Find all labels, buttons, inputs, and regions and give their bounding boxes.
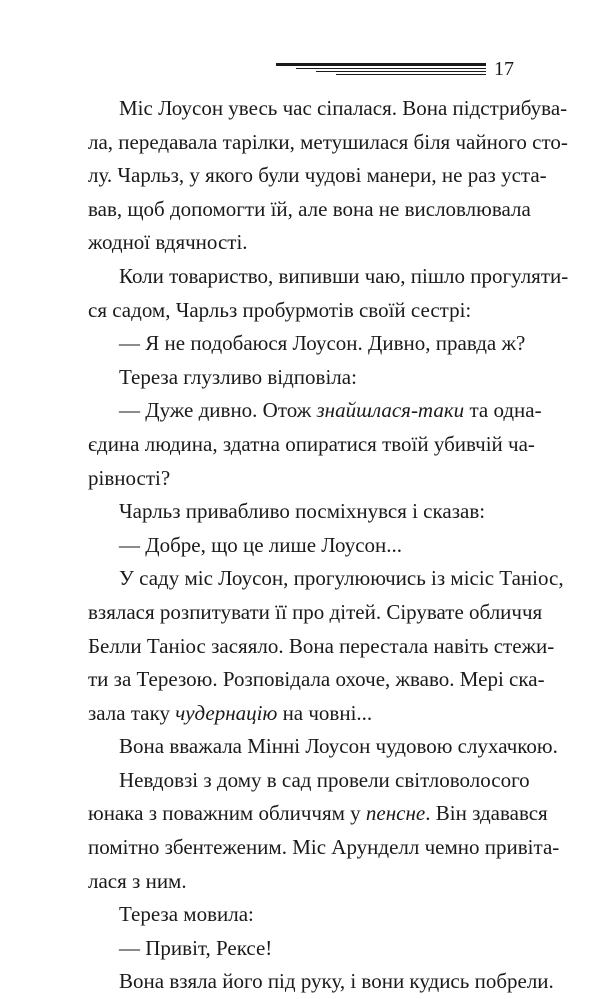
header-rule-thick — [276, 63, 486, 66]
text-run: У саду міс Лоусон, прогулюючись із місіс Таніос, — [119, 566, 564, 591]
text-line — [88, 226, 514, 260]
header-rule-thin — [296, 68, 486, 69]
text-run: Невдовзі з дому в сад провели світловолосого — [119, 767, 530, 792]
text-run: юнака з поважним обличчям у — [88, 801, 366, 826]
text-run: . Він здавався — [425, 801, 548, 826]
text-run: — Добре, що це лише Лоусон... — [119, 532, 402, 557]
text-line — [88, 965, 554, 999]
text-run: Белли Таніос засяяло. Вона перестала навіть стежи- — [88, 633, 555, 658]
text-run: ся садом, Чарльз пробурмотів своїй сестрі: — [88, 297, 472, 322]
text-run: лу. Чарльз, у якого були чудові манери, не раз уста- — [88, 163, 547, 188]
text-run: та одна- — [464, 398, 542, 423]
text-line — [88, 596, 543, 630]
text-run: ла, передавала тарілки, метушилася біля чайного сто- — [88, 129, 568, 154]
text-line — [88, 831, 560, 865]
page-number: 17 — [494, 58, 514, 80]
text-run: ти за Терезою. Розповідала охоче, жваво. Мері ска- — [88, 667, 545, 692]
text-run-italic: пенсне — [365, 801, 426, 826]
text-line — [88, 327, 526, 361]
text-run: єдина людина, здатна опиратися твоїй убивчій ча- — [88, 431, 535, 456]
text-line — [88, 562, 564, 596]
text-run: Тереза глузливо відповіла: — [119, 364, 357, 389]
text-line — [88, 797, 548, 831]
text-run: зала таку — [88, 700, 176, 725]
header-rule-thin — [316, 71, 486, 72]
text-run: лася з ним. — [88, 868, 187, 893]
text-line — [88, 697, 514, 731]
text-line — [88, 260, 569, 294]
header-ornament-rules — [276, 63, 486, 77]
text-run: Тереза мовила: — [119, 902, 254, 927]
text-run: взялася розпитувати її про дітей. Сірувате обличчя — [88, 599, 543, 624]
text-line — [88, 462, 514, 496]
text-run-italic: чудернацію — [175, 700, 278, 725]
text-run: рівності? — [88, 465, 171, 490]
text-run: Міс Лоусон увесь час сіпалася. Вона підстрибува- — [119, 96, 568, 120]
text-line — [88, 92, 568, 126]
text-line — [88, 630, 555, 664]
page-header — [0, 0, 600, 90]
text-line — [88, 361, 514, 395]
body-text — [88, 92, 569, 999]
text-run: помітно збентеженим. Міс Арунделл чемно привіта- — [88, 835, 560, 860]
text-line — [88, 495, 514, 529]
text-run: Чарльз привабливо посміхнувся і сказав: — [119, 499, 486, 524]
text-line — [88, 932, 514, 966]
header-rule-thin — [336, 74, 486, 75]
text-run: — Привіт, Рексе! — [119, 935, 273, 960]
text-run: Коли товариство, випивши чаю, пішло прогуляти- — [119, 263, 569, 288]
text-line — [88, 764, 530, 798]
text-run: Вона взяла його під руку, і вони кудись побрели. — [119, 969, 554, 994]
text-line — [88, 126, 568, 160]
text-run-italic: знайшлася-таки — [316, 398, 465, 423]
text-line — [88, 159, 547, 193]
text-run: — Я не подобаюся Лоусон. Дивно, правда ж? — [119, 331, 526, 356]
text-line — [88, 394, 542, 428]
text-run: — Дуже дивно. Отож — [119, 398, 317, 423]
text-line — [88, 865, 514, 899]
text-run: Вона вважала Мінні Лоусон чудовою слухачкою. — [119, 734, 558, 759]
text-line — [88, 898, 514, 932]
text-line — [88, 428, 535, 462]
text-line — [88, 294, 514, 328]
text-run: жодної вдячності. — [88, 230, 248, 255]
text-line — [88, 663, 545, 697]
text-line — [88, 193, 531, 227]
text-run: вав, щоб допомогти їй, але вона не висловлювала — [88, 196, 531, 221]
text-run: на човні... — [277, 700, 373, 725]
text-line — [88, 529, 514, 563]
text-line — [88, 730, 558, 764]
